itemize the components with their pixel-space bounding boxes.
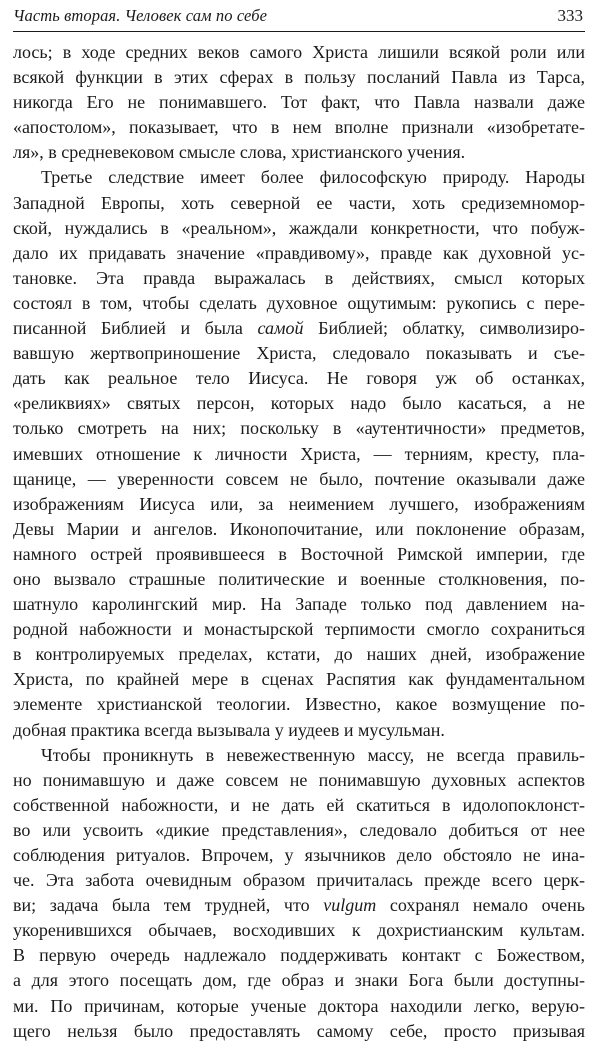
text-line: но понимавшую и даже совсем не понимавшую духовных аспектов xyxy=(13,769,585,790)
text-line: вавшую жертвоприношение Христа, следовало показывать и съе- xyxy=(13,343,585,364)
text-line: соблюдения ритуалов. Впрочем, у язычников дело обстояло не ина- xyxy=(13,845,585,865)
text-line: намного острей проявившееся в Восточной Римской империи, где xyxy=(13,543,585,564)
text-line: дало их придавать значение «правдивому», правде как духовной ус- xyxy=(13,242,585,263)
text-line: а для этого посещать дом, где образ и знаки Бога были доступны- xyxy=(13,970,585,991)
text-line: ской, нуждались в «реальном», жаждали конкретности, что побуж- xyxy=(13,217,585,238)
text-line: Девы Марии и ангелов. Иконопочитание, или поклонение образам, xyxy=(13,518,585,539)
text-line: Третье следствие имеет более философскую природу. Народы xyxy=(41,167,585,188)
text-line: шатнуло каролингский мир. На Западе только под давлением на- xyxy=(13,594,585,615)
text-line: Чтобы проникнуть в невежественную массу, не всегда правиль- xyxy=(41,744,585,765)
running-title: Часть вторая. Человек сам по себе xyxy=(13,6,268,25)
emphasis-samoy: самой xyxy=(257,318,304,339)
text-segment: сохранял немало очень xyxy=(376,895,585,916)
paragraph-2 xyxy=(13,165,585,742)
text-segment: писанной Библией и была xyxy=(13,318,258,339)
book-page xyxy=(13,6,585,1044)
text-line: состоял в том, чтобы сделать духовное ощутимым: рукопись с пере- xyxy=(13,292,585,313)
header-rule xyxy=(13,31,585,32)
text-line: Христа, по крайней мере в сценах Распятия как фундаментальном xyxy=(13,669,585,690)
text-line: во или усвоить «дикие представления», следовало добиться от нее xyxy=(13,819,585,840)
text-line: элементе христианской теологии. Известно, какое возмущение по- xyxy=(13,694,585,715)
text-line: лось; в ходе средних веков самого Христа лишили всякой роли или xyxy=(13,42,585,62)
text-line: собственной набожности, и не дать ей скатиться в идолопоклонст- xyxy=(13,794,585,815)
text-line: добная практика всегда вызывала у иудеев и мусульман. xyxy=(13,719,445,740)
page-number: 333 xyxy=(557,6,583,25)
text-line: изображениям Иисуса или, за неимением лучшего, изображениям xyxy=(13,493,585,514)
text-line: ля», в средневековом смысле слова, христианского учения. xyxy=(13,142,466,163)
text-line: В первую очередь надлежало поддерживать контакт с Божеством, xyxy=(13,945,585,966)
text-line: никогда Его не понимавшего. Тот факт, что Павла назвали даже xyxy=(13,92,585,113)
text-line: ми. По причинам, которые ученые доктора находили легко, верую- xyxy=(13,995,585,1016)
text-line-with-emphasis xyxy=(13,893,585,918)
text-line: щанице, — уверенности совсем не было, почтение оказывали даже xyxy=(13,468,585,489)
text-line: укоренившихся обычаев, восходивших к дохристианским культам. xyxy=(13,920,585,941)
text-line: имевших отношение к личности Христа, — терниям, кресту, пла- xyxy=(13,443,585,464)
text-line: родной набожности и монастырской терпимости смогло сохраниться xyxy=(13,619,585,640)
text-line: «апостолом», показывает, что в нем вполне признали «изобретате- xyxy=(13,117,585,138)
body-text xyxy=(13,40,585,1044)
emphasis-vulgum: vulgum xyxy=(323,895,377,916)
text-line: всякой функции в этих сферах в пользу посланий Павла из Тарса, xyxy=(13,67,585,88)
text-segment: Библией; облатку, символизиро- xyxy=(303,318,585,339)
text-segment: ви; задача была тем трудней, что xyxy=(13,895,324,916)
paragraph-1 xyxy=(13,40,585,165)
paragraph-3 xyxy=(13,743,585,1044)
text-line: щего нельзя было предоставлять самому себе, просто призывая xyxy=(13,1020,585,1041)
text-line: «реликвиях» святых персон, которых надо было касаться, а не xyxy=(13,393,585,414)
text-line: Западной Европы, хоть северной ее части, хоть средиземномор- xyxy=(13,192,585,213)
running-header xyxy=(13,6,585,30)
text-line: в контролируемых пределах, кстати, до наших дней, изображение xyxy=(13,644,585,665)
text-line-with-emphasis xyxy=(13,316,585,341)
text-line: дать как реальное тело Иисуса. Не говоря уж об останках, xyxy=(13,368,585,389)
text-line: тановке. Эта правда выражалась в действиях, смысл которых xyxy=(13,267,585,288)
text-line: только смотреть на них; поскольку в «аутентичности» предметов, xyxy=(13,418,585,439)
text-line: че. Эта забота очевидным образом причиталась прежде всего церк- xyxy=(13,870,585,891)
text-line: оно вызвало страшные политические и военные столкновения, по- xyxy=(13,568,585,589)
